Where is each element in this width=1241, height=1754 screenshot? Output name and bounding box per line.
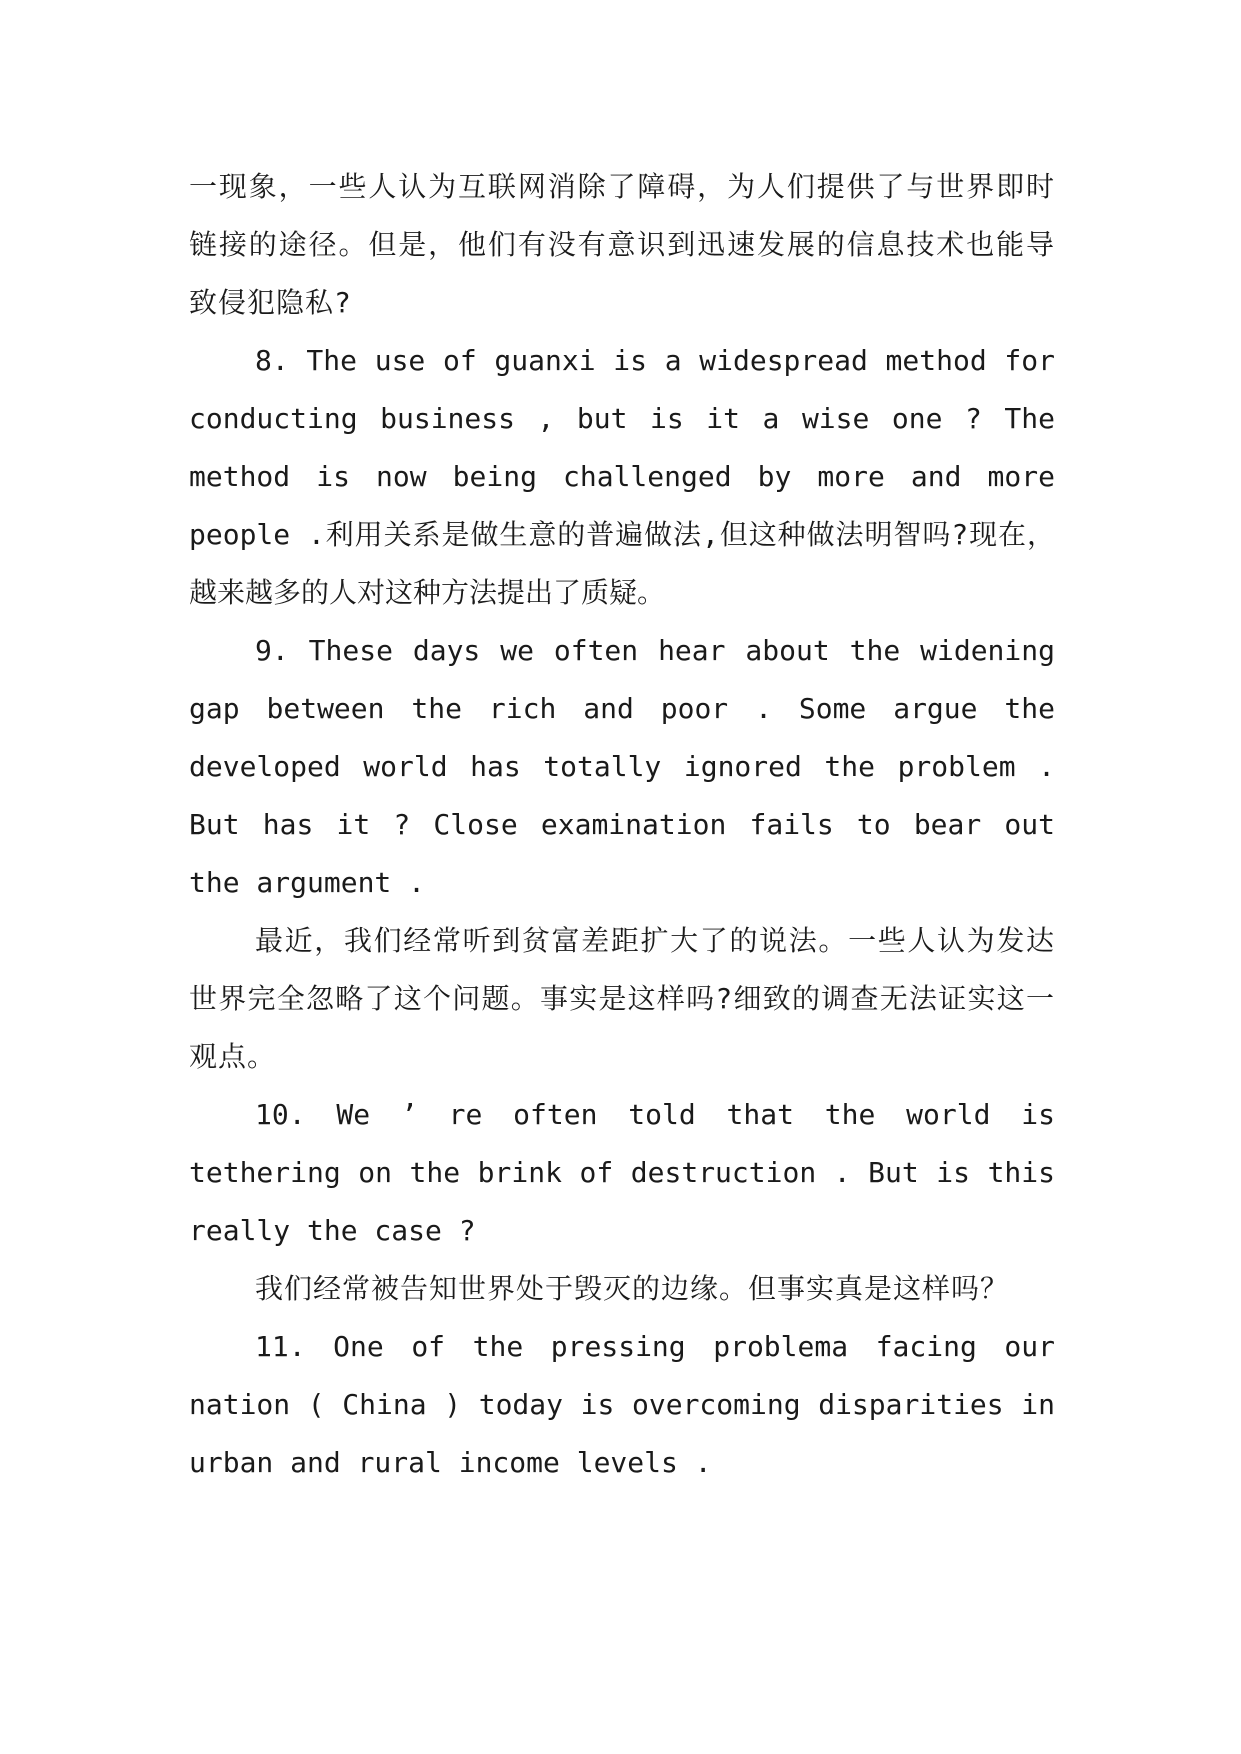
paragraph-item-9-wealth-gap: 9. These days we often hear about the widening gap between the rich and poor . Some argue the developed world has totally ignored the problem . But has it ? Close examination fails to bear out the argument . xyxy=(189,634,1055,899)
paragraph-item-9-translation: 最近，我们经常听到贫富差距扩大了的说法。一些人认为发达世界完全忽略了这个问题。事实是这样吗?细致的调查无法证实这一观点。 xyxy=(189,924,1055,1073)
paragraph-internet-privacy-translation: 一现象，一些人认为互联网消除了障碍，为人们提供了与世界即时链接的途径。但是，他们有没有意识到迅速发展的信息技术也能导致侵犯隐私? xyxy=(189,170,1055,319)
paragraph-item-8-guanxi: 8. The use of guanxi is a widespread method for conducting business , but is it a wise one ? The method is now being challenged by more and more people .利用关系是做生意的普遍做法,但这种做法明智吗?现在，越来越多的人对这种方法提出了质疑。 xyxy=(189,344,1055,609)
paragraph-item-10-destruction: 10. We ’ re often told that the world is tethering on the brink of destruction . But is this really the case ? xyxy=(189,1098,1055,1247)
document-body xyxy=(189,158,1055,1492)
paragraph-item-10-translation: 我们经常被告知世界处于毁灭的边缘。但事实真是这样吗？ xyxy=(255,1272,1010,1305)
paragraph-item-11-income-disparity: 11. One of the pressing problema facing our nation ( China ) today is overcoming disparities in urban and rural income levels . xyxy=(189,1330,1055,1479)
